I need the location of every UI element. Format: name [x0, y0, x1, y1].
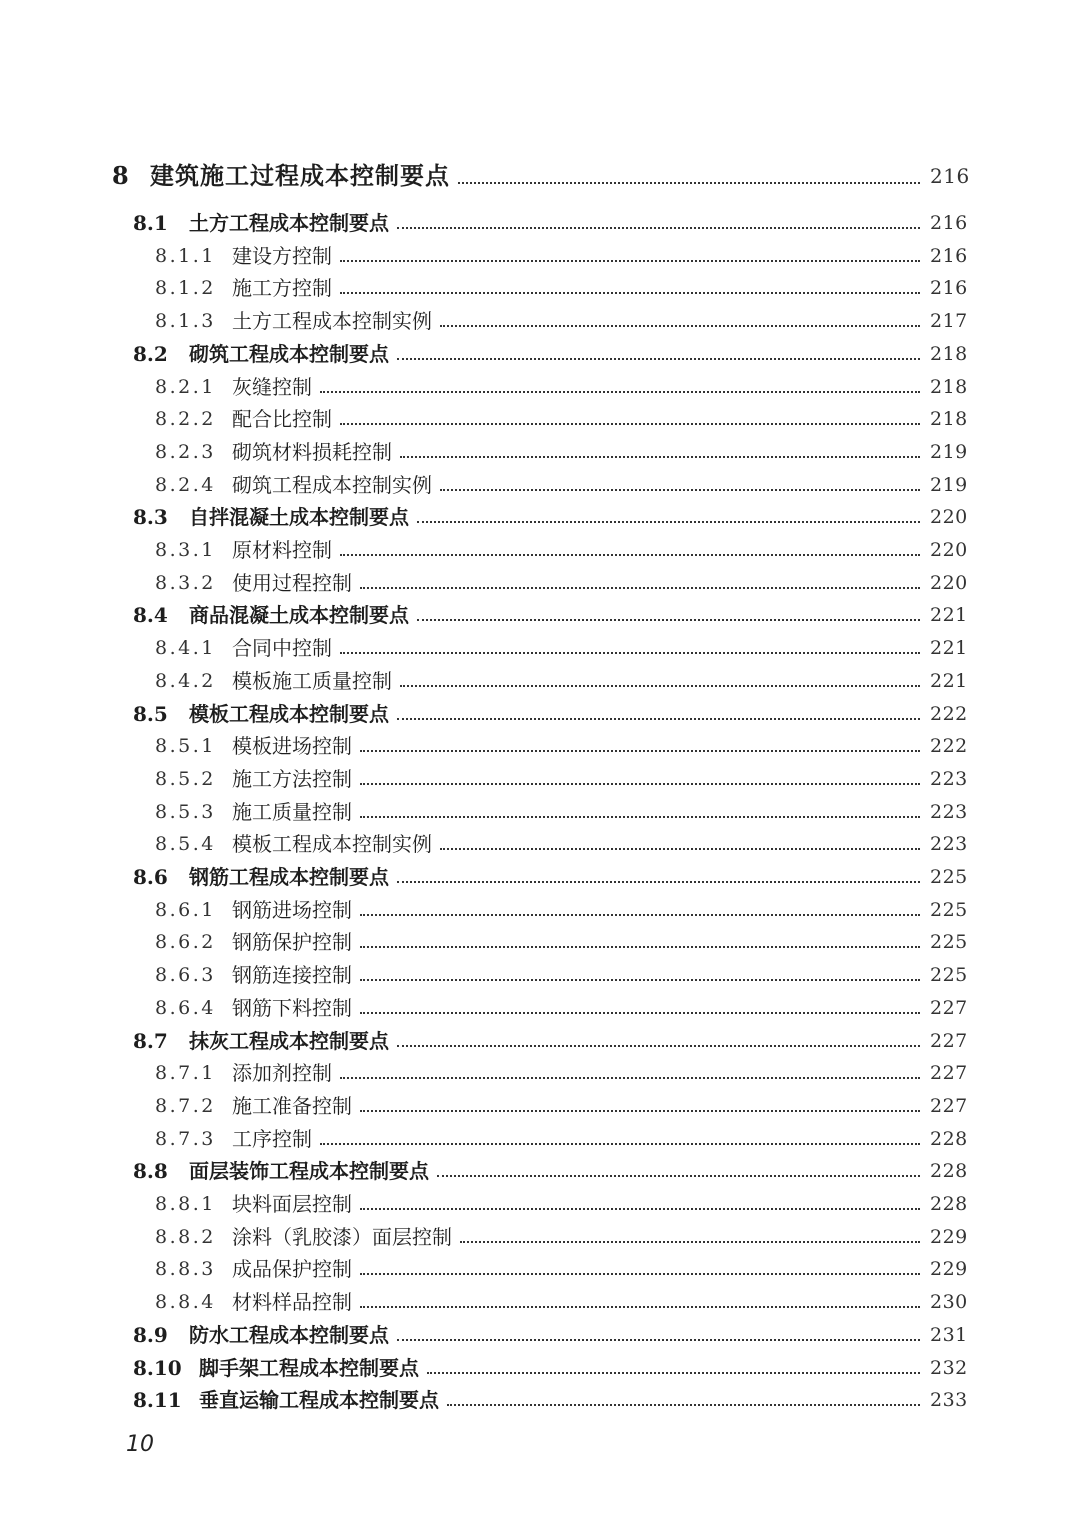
entry-page: 219 [930, 474, 968, 496]
entry-page: 229 [930, 1258, 968, 1280]
toc-subsection-entry[interactable] [0, 1253, 1080, 1285]
entry-page: 222 [930, 703, 968, 725]
entry-title: 合同中控制 [232, 632, 340, 664]
entry-page: 223 [930, 833, 968, 855]
entry-title: 砌筑材料损耗控制 [232, 436, 400, 468]
entry-number: 8.4.1 [155, 637, 216, 659]
chapter-title: 建筑施工过程成本控制要点 [150, 156, 458, 196]
toc-section-entry[interactable] [0, 599, 1080, 631]
entry-title: 成品保护控制 [232, 1253, 360, 1285]
dot-leader [400, 685, 920, 687]
toc-subsection-entry[interactable] [0, 1286, 1080, 1318]
entry-number: 8.8.2 [155, 1226, 216, 1248]
entry-page: 223 [930, 801, 968, 823]
dot-leader [440, 489, 920, 491]
toc-subsection-entry[interactable] [0, 763, 1080, 795]
dot-leader [397, 1045, 920, 1047]
entry-page: 227 [930, 997, 968, 1019]
entry-page: 217 [930, 310, 968, 332]
entry-title: 商品混凝土成本控制要点 [189, 599, 417, 631]
toc-section-entry[interactable] [0, 1384, 1080, 1416]
entry-title: 面层装饰工程成本控制要点 [189, 1155, 437, 1187]
entry-number: 8.2 [133, 342, 168, 366]
entry-title: 原材料控制 [232, 534, 340, 566]
entry-number: 8.8.1 [155, 1193, 216, 1215]
entry-number: 8.5.3 [155, 801, 216, 823]
entry-number: 8.7 [133, 1029, 168, 1053]
dot-leader [397, 227, 920, 229]
entry-number: 8.4 [133, 603, 168, 627]
dot-leader [440, 325, 920, 327]
entry-page: 216 [930, 245, 968, 267]
entry-number: 8.7.2 [155, 1095, 216, 1117]
dot-leader [360, 816, 920, 818]
dot-leader [340, 1077, 920, 1079]
toc-subsection-entry[interactable] [0, 567, 1080, 599]
entry-page: 222 [930, 735, 968, 757]
entry-number: 8.8.4 [155, 1291, 216, 1313]
entry-title: 防水工程成本控制要点 [189, 1319, 397, 1351]
entry-title: 钢筋下料控制 [232, 992, 360, 1024]
dot-leader [340, 423, 920, 425]
dot-leader [360, 914, 920, 916]
entry-page: 227 [930, 1062, 968, 1084]
toc-chapter-entry[interactable] [0, 156, 1080, 196]
dot-leader [437, 1175, 920, 1177]
toc-subsection-entry[interactable] [0, 926, 1080, 958]
entry-page: 220 [930, 506, 968, 528]
toc-subsection-entry[interactable] [0, 1188, 1080, 1220]
entry-title: 模板施工质量控制 [232, 665, 400, 697]
toc-section-entry[interactable] [0, 1352, 1080, 1384]
toc-section-entry[interactable] [0, 501, 1080, 533]
toc-section-entry[interactable] [0, 1025, 1080, 1057]
toc-subsection-entry[interactable] [0, 272, 1080, 304]
toc-subsection-entry[interactable] [0, 730, 1080, 762]
entry-number: 8.6.2 [155, 931, 216, 953]
dot-leader [340, 260, 920, 262]
entry-number: 8.6.4 [155, 997, 216, 1019]
entry-page: 225 [930, 931, 968, 953]
toc-section-entry[interactable] [0, 207, 1080, 239]
toc-subsection-entry[interactable] [0, 469, 1080, 501]
dot-leader [397, 718, 920, 720]
entry-page: 218 [930, 408, 968, 430]
entry-number: 8.2.2 [155, 408, 216, 430]
entry-number: 8.8.3 [155, 1258, 216, 1280]
dot-leader [360, 1273, 920, 1275]
dot-leader [447, 1404, 920, 1406]
entry-page: 221 [930, 604, 968, 626]
entry-page: 229 [930, 1226, 968, 1248]
entry-page: 227 [930, 1095, 968, 1117]
dot-leader [320, 1143, 920, 1145]
page-number: 10 [126, 1432, 154, 1457]
dot-leader [440, 848, 920, 850]
entry-title: 模板工程成本控制实例 [232, 828, 440, 860]
entry-number: 8.2.3 [155, 441, 216, 463]
entry-page: 225 [930, 964, 968, 986]
dot-leader [340, 652, 920, 654]
dot-leader [400, 456, 920, 458]
entry-number: 8.3.1 [155, 539, 216, 561]
entry-title: 块料面层控制 [232, 1188, 360, 1220]
entry-number: 8.6 [133, 865, 168, 889]
toc-subsection-entry[interactable] [0, 828, 1080, 860]
dot-leader [320, 391, 920, 393]
dot-leader [397, 358, 920, 360]
dot-leader [458, 182, 920, 184]
dot-leader [360, 587, 920, 589]
entry-title: 土方工程成本控制实例 [232, 305, 440, 337]
entry-title: 砌筑工程成本控制实例 [232, 469, 440, 501]
entry-number: 8.1 [133, 211, 168, 235]
entry-page: 228 [930, 1160, 968, 1182]
entry-page: 233 [930, 1389, 968, 1411]
toc-subsection-entry[interactable] [0, 240, 1080, 272]
entry-number: 8.3 [133, 505, 168, 529]
entry-page: 227 [930, 1030, 968, 1052]
dot-leader [360, 1110, 920, 1112]
toc-subsection-entry[interactable] [0, 632, 1080, 664]
entry-page: 220 [930, 572, 968, 594]
dot-leader [360, 1208, 920, 1210]
entry-page: 225 [930, 899, 968, 921]
toc-subsection-entry[interactable] [0, 436, 1080, 468]
toc-subsection-entry[interactable] [0, 1123, 1080, 1155]
entry-number: 8.9 [133, 1323, 168, 1347]
dot-leader [360, 783, 920, 785]
toc-subsection-entry[interactable] [0, 534, 1080, 566]
toc-section-entry[interactable] [0, 861, 1080, 893]
toc-subsection-entry[interactable] [0, 959, 1080, 991]
entry-title: 钢筋进场控制 [232, 894, 360, 926]
entry-title: 配合比控制 [232, 403, 340, 435]
dot-leader [417, 619, 920, 621]
entry-title: 土方工程成本控制要点 [189, 207, 397, 239]
dot-leader [360, 979, 920, 981]
entry-number: 8.6.3 [155, 964, 216, 986]
entry-page: 218 [930, 376, 968, 398]
entry-title: 砌筑工程成本控制要点 [189, 338, 397, 370]
entry-number: 8.11 [133, 1388, 182, 1412]
entry-number: 8.5.2 [155, 768, 216, 790]
toc-section-entry[interactable] [0, 698, 1080, 730]
entry-title: 材料样品控制 [232, 1286, 360, 1318]
entry-title: 垂直运输工程成本控制要点 [199, 1384, 447, 1416]
entry-number: 8.2.1 [155, 376, 216, 398]
entry-page: 228 [930, 1193, 968, 1215]
entry-number: 8.1.3 [155, 310, 216, 332]
entry-title: 施工质量控制 [232, 796, 360, 828]
entry-number: 8.5 [133, 702, 168, 726]
dot-leader [360, 946, 920, 948]
entry-page: 216 [930, 277, 968, 299]
entry-page: 231 [930, 1324, 968, 1346]
entry-number: 8.2.4 [155, 474, 216, 496]
entry-title: 脚手架工程成本控制要点 [199, 1352, 427, 1384]
entry-title: 建设方控制 [232, 240, 340, 272]
entry-title: 添加剂控制 [232, 1057, 340, 1089]
toc-section-entry[interactable] [0, 1155, 1080, 1187]
entry-number: 8.1.1 [155, 245, 216, 267]
dot-leader [340, 292, 920, 294]
entry-page: 220 [930, 539, 968, 561]
entry-number: 8.5.4 [155, 833, 216, 855]
toc-section-entry[interactable] [0, 338, 1080, 370]
entry-number: 8.5.1 [155, 735, 216, 757]
dot-leader [340, 554, 920, 556]
entry-title: 灰缝控制 [232, 371, 320, 403]
entry-page: 221 [930, 670, 968, 692]
entry-page: 216 [930, 212, 968, 234]
toc-subsection-entry[interactable] [0, 1090, 1080, 1122]
entry-title: 工序控制 [232, 1123, 320, 1155]
entry-number: 8.3.2 [155, 572, 216, 594]
entry-page: 228 [930, 1128, 968, 1150]
dot-leader [360, 750, 920, 752]
entry-title: 钢筋保护控制 [232, 926, 360, 958]
entry-page: 232 [930, 1357, 968, 1379]
toc-subsection-entry[interactable] [0, 665, 1080, 697]
entry-number: 8.7.3 [155, 1128, 216, 1150]
toc-subsection-entry[interactable] [0, 1221, 1080, 1253]
dot-leader [417, 521, 920, 523]
toc-subsection-entry[interactable] [0, 992, 1080, 1024]
dot-leader [460, 1241, 920, 1243]
entry-title: 模板工程成本控制要点 [189, 698, 397, 730]
entry-page: 225 [930, 866, 968, 888]
dot-leader [397, 1339, 920, 1341]
dot-leader [360, 1012, 920, 1014]
toc-subsection-entry[interactable] [0, 1057, 1080, 1089]
entry-title: 自拌混凝土成本控制要点 [189, 501, 417, 533]
entry-number: 8.7.1 [155, 1062, 216, 1084]
entry-title: 施工准备控制 [232, 1090, 360, 1122]
entry-title: 钢筋工程成本控制要点 [189, 861, 397, 893]
dot-leader [360, 1306, 920, 1308]
entry-number: 8.1.2 [155, 277, 216, 299]
toc-subsection-entry[interactable] [0, 305, 1080, 337]
entry-number: 8.4.2 [155, 670, 216, 692]
entry-page: 218 [930, 343, 968, 365]
toc-subsection-entry[interactable] [0, 403, 1080, 435]
dot-leader [427, 1372, 920, 1374]
toc-section-entry[interactable] [0, 1319, 1080, 1351]
dot-leader [397, 881, 920, 883]
entry-title: 钢筋连接控制 [232, 959, 360, 991]
entry-title: 模板进场控制 [232, 730, 360, 762]
entry-title: 涂料（乳胶漆）面层控制 [232, 1221, 460, 1253]
chapter-number: 8 [112, 161, 129, 190]
entry-number: 8.8 [133, 1159, 168, 1183]
toc-subsection-entry[interactable] [0, 371, 1080, 403]
entry-number: 8.10 [133, 1356, 182, 1380]
chapter-page: 216 [930, 164, 970, 188]
entry-title: 使用过程控制 [232, 567, 360, 599]
toc-subsection-entry[interactable] [0, 894, 1080, 926]
entry-page: 223 [930, 768, 968, 790]
entry-number: 8.6.1 [155, 899, 216, 921]
entry-title: 施工方控制 [232, 272, 340, 304]
entry-page: 221 [930, 637, 968, 659]
toc-subsection-entry[interactable] [0, 796, 1080, 828]
entry-title: 抹灰工程成本控制要点 [189, 1025, 397, 1057]
entry-page: 230 [930, 1291, 968, 1313]
entry-title: 施工方法控制 [232, 763, 360, 795]
entry-page: 219 [930, 441, 968, 463]
